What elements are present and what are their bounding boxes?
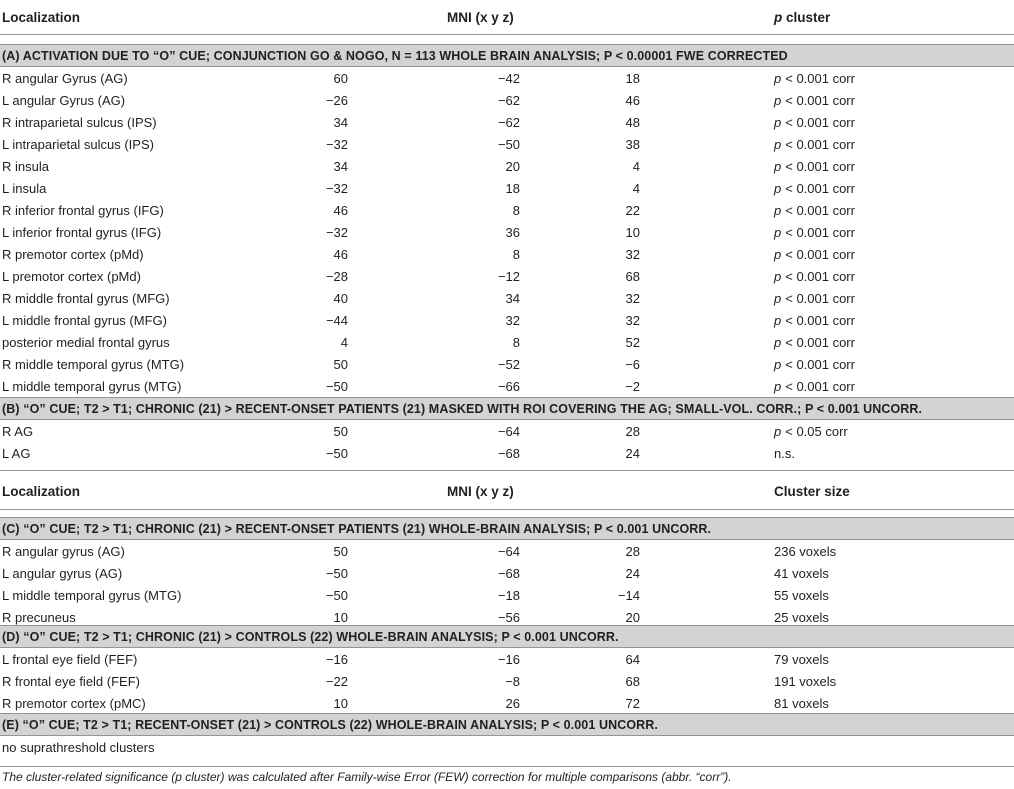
section-c-header [0,517,1014,540]
cell-localization: R middle frontal gyrus (MFG) [2,290,170,306]
cell-mni-z: 22 [625,202,640,218]
header-p-italic: p [774,9,783,25]
section-d-title: (D) “O” CUE; T2 > T1; CHRONIC (21) > CONTROLS (22) WHOLE-BRAIN ANALYSIS; P < 0.001 UNCORR. [2,629,619,644]
table-header [0,0,1014,34]
cell-mni-x [290,736,348,758]
cell-value [774,309,855,331]
section-e-header [0,713,1014,736]
cell-localization: R intraparietal sulcus (IPS) [2,114,157,130]
cell-mni-z: 32 [625,312,640,328]
cell-mni-z: 24 [625,445,640,461]
cell-mni-x: 46 [333,246,348,262]
cell-value [774,375,855,397]
cell-mni-y [440,736,520,758]
cell-mni-x: 50 [333,356,348,372]
cell-mni-y: −8 [505,673,520,689]
table-row [0,243,1014,265]
value-text: 81 voxels [774,695,829,711]
cell-value [774,199,855,221]
table-row [0,420,1014,442]
cell-mni-z: 32 [625,246,640,262]
table-row [0,287,1014,309]
cell-value [774,111,855,133]
table-row [0,736,1014,758]
cell-mni-y: −18 [497,587,520,603]
p-symbol: p [774,423,782,439]
cell-mni-x: −50 [325,378,348,394]
cell-mni-x: −26 [325,92,348,108]
value-text: 79 voxels [774,651,829,667]
cell-mni-z: 10 [625,224,640,240]
cell-mni-z: 4 [632,180,640,196]
cell-localization: R inferior frontal gyrus (IFG) [2,202,164,218]
p-symbol: p [774,158,782,174]
p-symbol: p [774,290,782,306]
value-text: < 0.001 corr [785,268,855,284]
section-b-header [0,397,1014,420]
p-symbol: p [774,224,782,240]
cell-localization: L frontal eye field (FEF) [2,651,138,667]
cell-localization: R precuneus [2,609,76,625]
p-symbol: p [774,356,782,372]
section-d-header [0,625,1014,648]
cell-value [774,155,855,177]
cell-mni-z: 68 [625,673,640,689]
cell-mni-y: −16 [497,651,520,667]
cell-value [774,584,829,606]
cell-mni-x: 10 [333,609,348,625]
table-row [0,177,1014,199]
table-row [0,442,1014,464]
value-text: < 0.001 corr [785,158,855,174]
table-row [0,221,1014,243]
cell-value [774,265,855,287]
table-row [0,67,1014,89]
cell-mni-y: −12 [497,268,520,284]
cell-localization: R premotor cortex (pMC) [2,695,146,711]
cell-value [774,420,848,442]
cell-localization: L intraparietal sulcus (IPS) [2,136,154,152]
header-mni: MNI (x y z) [447,9,514,25]
value-text: n.s. [774,445,795,461]
table-row [0,375,1014,397]
table-row [0,199,1014,221]
cell-mni-y: −66 [497,378,520,394]
cell-localization: L middle temporal gyrus (MTG) [2,587,182,603]
cell-value [774,243,855,265]
cell-value [774,331,855,353]
cell-value [774,133,855,155]
cell-mni-y: 36 [505,224,520,240]
header2-localization: Localization [2,483,81,499]
cell-value [774,670,836,692]
cell-value [774,648,829,670]
table-header-2 [0,475,1014,507]
table-row [0,89,1014,111]
cell-localization: R premotor cortex (pMd) [2,246,144,262]
table-row [0,670,1014,692]
cell-value [774,177,855,199]
table-row [0,584,1014,606]
cell-mni-x: −16 [325,651,348,667]
cell-value [774,221,855,243]
value-text: 25 voxels [774,609,829,625]
cell-mni-z: 72 [625,695,640,711]
cell-localization: posterior medial frontal gyrus [2,334,170,350]
divider [0,766,1014,767]
cell-mni-y: −42 [497,70,520,86]
cell-localization: R angular Gyrus (AG) [2,70,128,86]
table-row [0,692,1014,714]
p-symbol: p [774,180,782,196]
value-text: < 0.001 corr [785,356,855,372]
value-text: < 0.001 corr [785,92,855,108]
value-text: < 0.001 corr [785,224,855,240]
cell-mni-x: −50 [325,565,348,581]
cell-value [774,353,855,375]
cell-mni-z: 64 [625,651,640,667]
p-symbol: p [774,246,782,262]
cell-mni-y: −62 [497,114,520,130]
value-text: < 0.001 corr [785,202,855,218]
cell-mni-x: 4 [340,334,348,350]
cell-localization: L insula [2,180,47,196]
p-symbol: p [774,268,782,284]
cell-mni-z: 20 [625,609,640,625]
cell-mni-y: −50 [497,136,520,152]
cell-value [774,67,855,89]
divider [0,34,1014,35]
cell-mni-y: 26 [505,695,520,711]
p-symbol: p [774,378,782,394]
cell-mni-x: −32 [325,136,348,152]
cell-mni-x: −44 [325,312,348,328]
cell-mni-x: 50 [333,423,348,439]
value-text: 55 voxels [774,587,829,603]
cell-mni-y: −56 [497,609,520,625]
p-symbol: p [774,70,782,86]
cell-mni-z: 48 [625,114,640,130]
cell-mni-y: −64 [497,543,520,559]
header-p-cluster [774,0,830,34]
table-row [0,562,1014,584]
table-row [0,353,1014,375]
cell-value [774,442,795,464]
cell-mni-x: 46 [333,202,348,218]
cell-mni-z: 24 [625,565,640,581]
section-e-title: (E) “O” CUE; T2 > T1; RECENT-ONSET (21) > CONTROLS (22) WHOLE-BRAIN ANALYSIS; P < 0.001 UNCORR. [2,717,659,732]
cell-mni-x: 50 [333,543,348,559]
cell-mni-y: 8 [512,202,520,218]
cell-mni-y: −64 [497,423,520,439]
cell-localization: R angular gyrus (AG) [2,543,125,559]
cell-value [774,89,855,111]
section-b-title: (B) “O” CUE; T2 > T1; CHRONIC (21) > RECENT-ONSET PATIENTS (21) MASKED WITH ROI COVERING THE AG; SMALL-VOL. CORR.; P < 0.001 UNCORR. [2,401,923,416]
cell-mni-z: 28 [625,423,640,439]
cell-mni-y: −62 [497,92,520,108]
cell-mni-y: 8 [512,334,520,350]
cell-mni-x: −50 [325,587,348,603]
cell-mni-x: −32 [325,180,348,196]
table-row [0,309,1014,331]
header2-mni: MNI (x y z) [447,483,514,499]
cell-value [774,692,829,714]
cell-mni-y: −68 [497,445,520,461]
cell-mni-y: 34 [505,290,520,306]
cell-mni-z: −2 [625,378,640,394]
cell-mni-x: −32 [325,224,348,240]
cell-mni-z: 38 [625,136,640,152]
cell-mni-y: −52 [497,356,520,372]
cell-localization: R frontal eye field (FEF) [2,673,140,689]
header-p-cluster-label: cluster [782,9,831,25]
cell-localization: L angular gyrus (AG) [2,565,123,581]
cell-mni-x: 34 [333,114,348,130]
value-text: < 0.001 corr [785,136,855,152]
cell-localization: L AG [2,445,31,461]
value-text: < 0.001 corr [785,114,855,130]
cell-mni-z: 32 [625,290,640,306]
value-text: 191 voxels [774,673,837,689]
cell-value [774,287,855,309]
cell-mni-z: −14 [617,587,640,603]
cell-mni-z: 46 [625,92,640,108]
cell-localization: L middle frontal gyrus (MFG) [2,312,167,328]
cell-mni-y: 8 [512,246,520,262]
p-symbol: p [774,136,782,152]
table-row [0,331,1014,353]
cell-value [774,540,836,562]
header2-cluster-size: Cluster size [774,483,850,499]
p-symbol: p [774,334,782,350]
section-a-title: (A) ACTIVATION DUE TO “O” CUE; CONJUNCTION GO & NOGO, N = 113 WHOLE BRAIN ANALYSIS; P < 0.00001 FWE CORRECTED [2,48,788,63]
cell-localization: L premotor cortex (pMd) [2,268,141,284]
p-symbol: p [774,202,782,218]
section-a-header [0,44,1014,67]
table-row [0,155,1014,177]
footnote: The cluster-related significance (p cluster) was calculated after Family-wise Error (FEW) correction for multiple comparisons (abbr. “corr”). [2,770,732,784]
cell-localization: R middle temporal gyrus (MTG) [2,356,185,372]
cell-mni-y: 32 [505,312,520,328]
value-text: 41 voxels [774,565,829,581]
value-text: < 0.001 corr [785,290,855,306]
p-symbol: p [774,92,782,108]
table-row [0,133,1014,155]
table-row [0,540,1014,562]
cell-mni-y: 20 [505,158,520,174]
table-row [0,111,1014,133]
value-text: < 0.001 corr [785,334,855,350]
divider [0,509,1014,510]
section-c-title: (C) “O” CUE; T2 > T1; CHRONIC (21) > RECENT-ONSET PATIENTS (21) WHOLE-BRAIN ANALYSIS; P < 0.001 UNCORR. [2,521,712,536]
cell-value [774,562,829,584]
value-text: < 0.05 corr [785,423,848,439]
cell-mni-x: 40 [333,290,348,306]
cell-mni-x: 10 [333,695,348,711]
cell-mni-x: −22 [325,673,348,689]
cell-mni-x: 34 [333,158,348,174]
cell-mni-z: 4 [632,158,640,174]
cell-localization: L inferior frontal gyrus (IFG) [2,224,162,240]
cell-mni-z [600,736,640,758]
table-row [0,265,1014,287]
value-text: < 0.001 corr [785,246,855,262]
value-text: 236 voxels [774,543,837,559]
cell-localization: R AG [2,423,34,439]
value-text: < 0.001 corr [785,378,855,394]
value-text: < 0.001 corr [785,180,855,196]
p-symbol: p [774,312,782,328]
cell-mni-z: 52 [625,334,640,350]
p-symbol: p [774,114,782,130]
cell-mni-x: −28 [325,268,348,284]
cell-mni-y: 18 [505,180,520,196]
cell-localization: L middle temporal gyrus (MTG) [2,378,182,394]
header-localization: Localization [2,9,81,25]
cell-mni-z: −6 [625,356,640,372]
cell-mni-y: −68 [497,565,520,581]
value-text: < 0.001 corr [785,70,855,86]
cell-mni-z: 68 [625,268,640,284]
cell-mni-x: 60 [333,70,348,86]
cell-mni-x: −50 [325,445,348,461]
cell-mni-z: 18 [625,70,640,86]
cell-mni-z: 28 [625,543,640,559]
divider [0,470,1014,471]
table-row [0,648,1014,670]
cell-localization: no suprathreshold clusters [2,739,155,755]
cell-localization: L angular Gyrus (AG) [2,92,126,108]
value-text: < 0.001 corr [785,312,855,328]
cell-localization: R insula [2,158,49,174]
